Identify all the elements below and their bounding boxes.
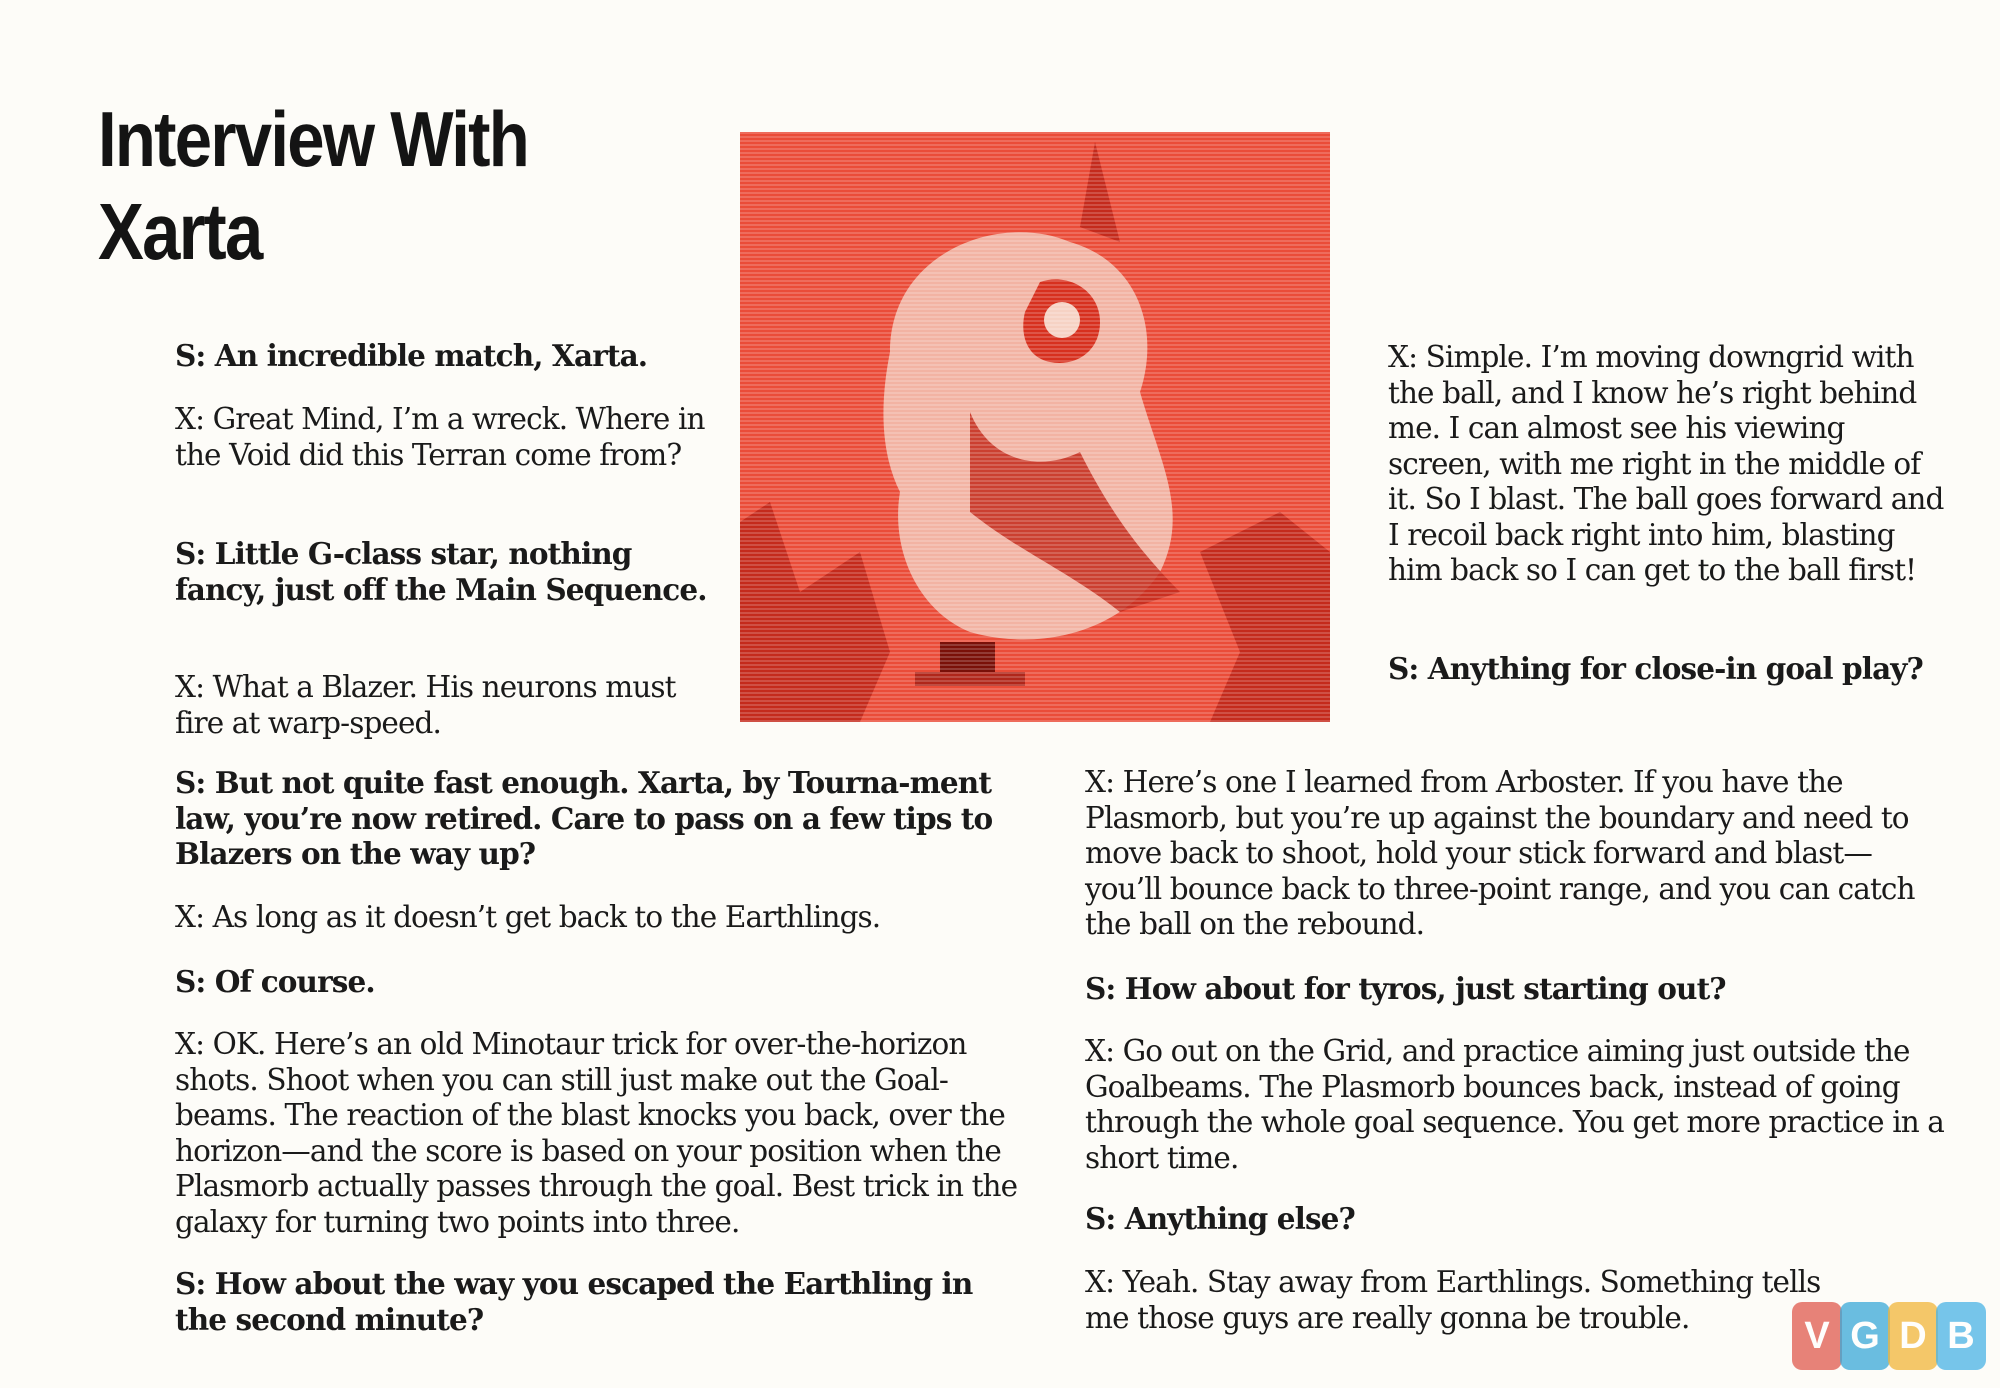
answer-8: X: Yeah. Stay away from Earthlings. Something tells me those guys are really gonna be trouble. bbox=[1085, 1265, 1821, 1335]
answer-2: X: What a Blazer. His neurons must fire at warp-speed. bbox=[175, 670, 676, 740]
question-1: S: An incredible match, Xarta. bbox=[175, 338, 648, 373]
title-line-2: Xarta bbox=[98, 187, 262, 276]
answer-3: X: Simple. I’m moving downgrid with the ball, and I know he’s right behind me. I can almost see his viewing screen, with me right in the middle of it. So I blast. The ball goes forward and I recoil back right into him, blasting him back so I can get to the ball first! bbox=[1388, 340, 1944, 587]
question-8: S: Anything else? bbox=[1085, 1201, 1355, 1236]
question-2: S: Little G-class star, nothing fancy, just off the Main Sequence. bbox=[175, 536, 707, 607]
watermark-letter-b: B bbox=[1936, 1302, 1986, 1370]
answer-7: X: Go out on the Grid, and practice aiming just outside the Goalbeams. The Plasmorb bounces back, instead of going through the whole goal sequence. You get more practice in a short time. bbox=[1085, 1034, 1944, 1175]
question-5: S: Of course. bbox=[175, 964, 375, 999]
watermark-letter-d: D bbox=[1888, 1302, 1938, 1370]
watermark-letter-v: V bbox=[1792, 1302, 1842, 1370]
title-line-1: Interview With bbox=[98, 95, 529, 183]
question-4: S: But not quite fast enough. Xarta, by Tourna-ment law, you’re now retired. Care to pass on a few tips to Blazers on the way up? bbox=[175, 765, 993, 871]
xarta-portrait bbox=[740, 132, 1330, 722]
question-6: S: How about the way you escaped the Earthling in the second minute? bbox=[175, 1266, 973, 1337]
answer-4: X: As long as it doesn’t get back to the Earthlings. bbox=[175, 900, 881, 934]
answer-5: X: OK. Here’s an old Minotaur trick for over-the-horizon shots. Shoot when you can still just make out the Goal-beams. The reaction of the blast knocks you back, over the horizon—and the score is based on your position when the Plasmorb actually passes through the goal. Best trick in the galaxy for turning two points into three. bbox=[175, 1027, 1018, 1239]
vgdb-watermark bbox=[1792, 1302, 1992, 1374]
question-7: S: How about for tyros, just starting out? bbox=[1085, 971, 1726, 1006]
watermark-letter-g: G bbox=[1840, 1302, 1890, 1370]
answer-6: X: Here’s one I learned from Arboster. If you have the Plasmorb, but you’re up against the boundary and need to move back to shoot, hold your stick forward and blast—you’ll bounce back to three-point range, and you can catch the ball on the rebound. bbox=[1085, 765, 1915, 941]
article-title bbox=[98, 95, 529, 276]
answer-1: X: Great Mind, I’m a wreck. Where in the Void did this Terran come from? bbox=[175, 402, 705, 472]
question-3: S: Anything for close-in goal play? bbox=[1388, 651, 1923, 686]
portrait-illustration bbox=[740, 132, 1330, 722]
